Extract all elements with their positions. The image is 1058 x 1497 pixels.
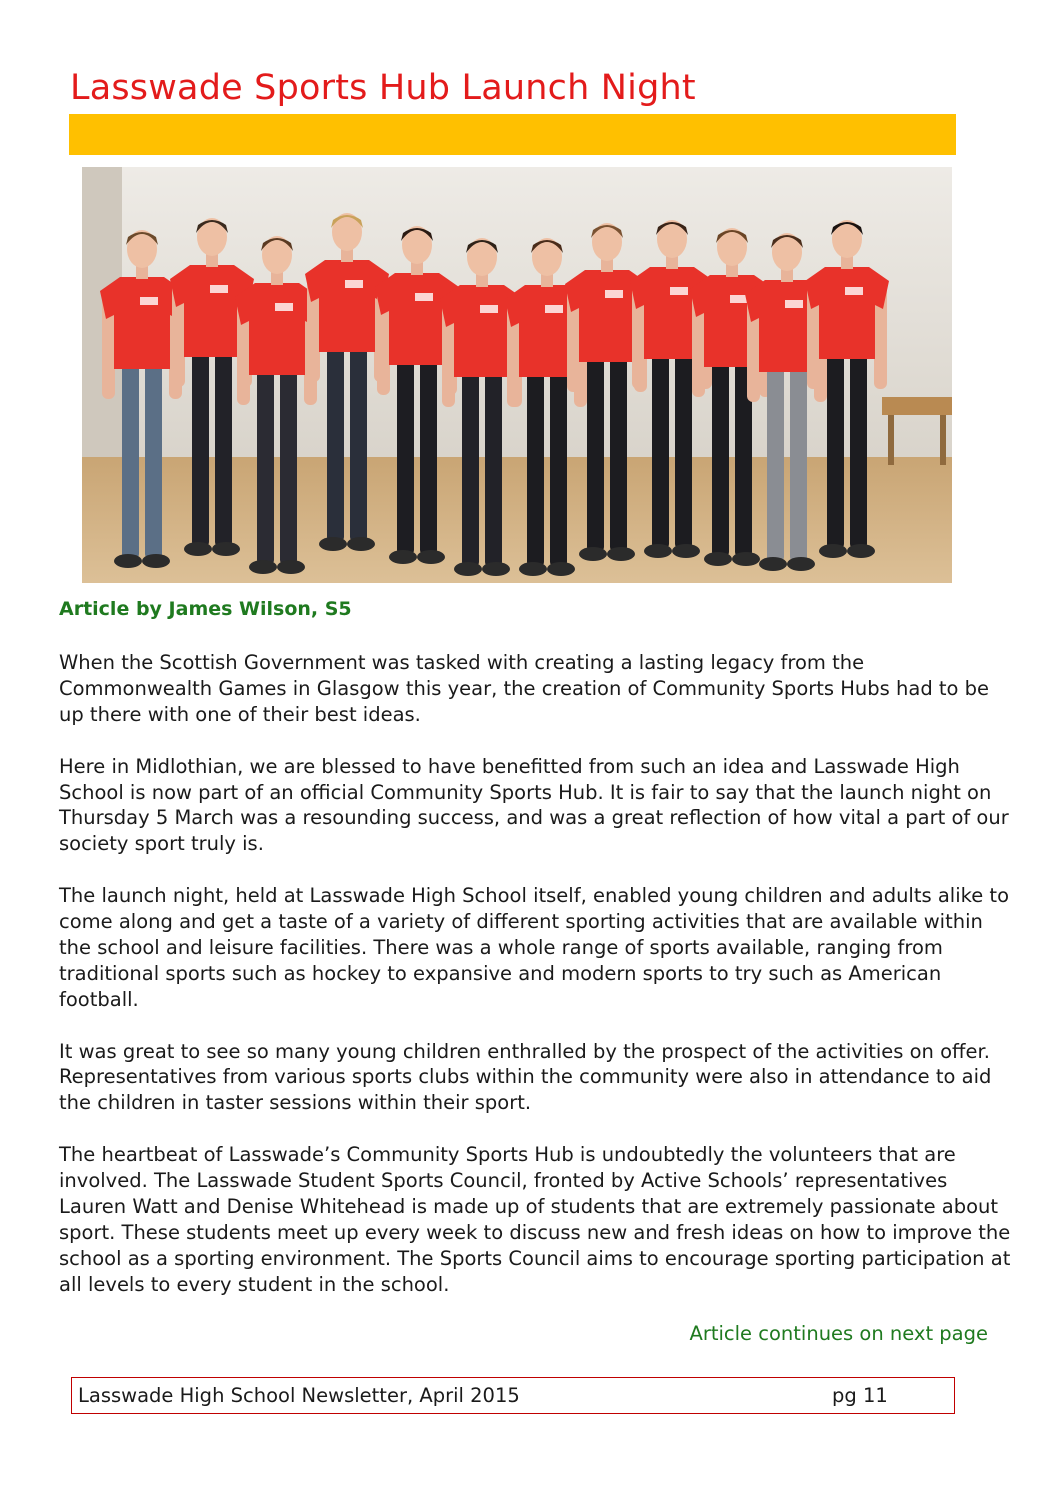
group-photo <box>82 167 952 583</box>
article-paragraph: The heartbeat of Lasswade’s Community Sports Hub is undoubtedly the volunteers that are involved. The Lasswade Student Sports Council, fronted by Active Schools’ representatives Lauren Watt and Denise Whitehead is made up of students that are extremely passionate about sport. These students meet up every week to discuss new and fresh ideas on how to improve the school as a sporting environment. The Sports Council aims to encourage sporting participation at all levels to every student in the school. <box>59 1143 1011 1296</box>
page-number: pg 11 <box>832 1384 888 1407</box>
title-accent-bar <box>69 114 956 155</box>
page-title: Lasswade Sports Hub Launch Night <box>70 68 696 108</box>
newsletter-label: Lasswade High School Newsletter, April 2015 <box>78 1384 520 1407</box>
continues-note: Article continues on next page <box>689 1322 988 1345</box>
page-footer <box>71 1377 955 1414</box>
article-paragraph: When the Scottish Government was tasked with creating a lasting legacy from the Commonwealth Games in Glasgow this year, the creation of Community Sports Hubs had to be up there with one of their best ideas. <box>59 651 990 726</box>
article-body <box>59 650 1019 1323</box>
article-paragraph: It was great to see so many young children enthralled by the prospect of the activities on offer. Representatives from various sports clubs within the community were also in attendance to aid the children in taster sessions within their sport. <box>59 1039 992 1115</box>
article-byline: Article by James Wilson, S5 <box>59 598 352 620</box>
article-paragraph: The launch night, held at Lasswade High School itself, enabled young children and adults alike to come along and get a taste of a variety of different sporting activities that are available within the school and leisure facilities. There was a whole range of sports available, ranging from traditional sports such as hockey to expansive and modern sports to try such as American football. <box>59 884 1010 1011</box>
group-photo-illustration <box>82 167 952 583</box>
article-paragraph: Here in Midlothian, we are blessed to have benefitted from such an idea and Lasswade High School is now part of an official Community Sports Hub. It is fair to say that the launch night on Thursday 5 March was a resounding success, and was a great reflection of how vital a part of our society sport truly is. <box>59 754 1009 856</box>
